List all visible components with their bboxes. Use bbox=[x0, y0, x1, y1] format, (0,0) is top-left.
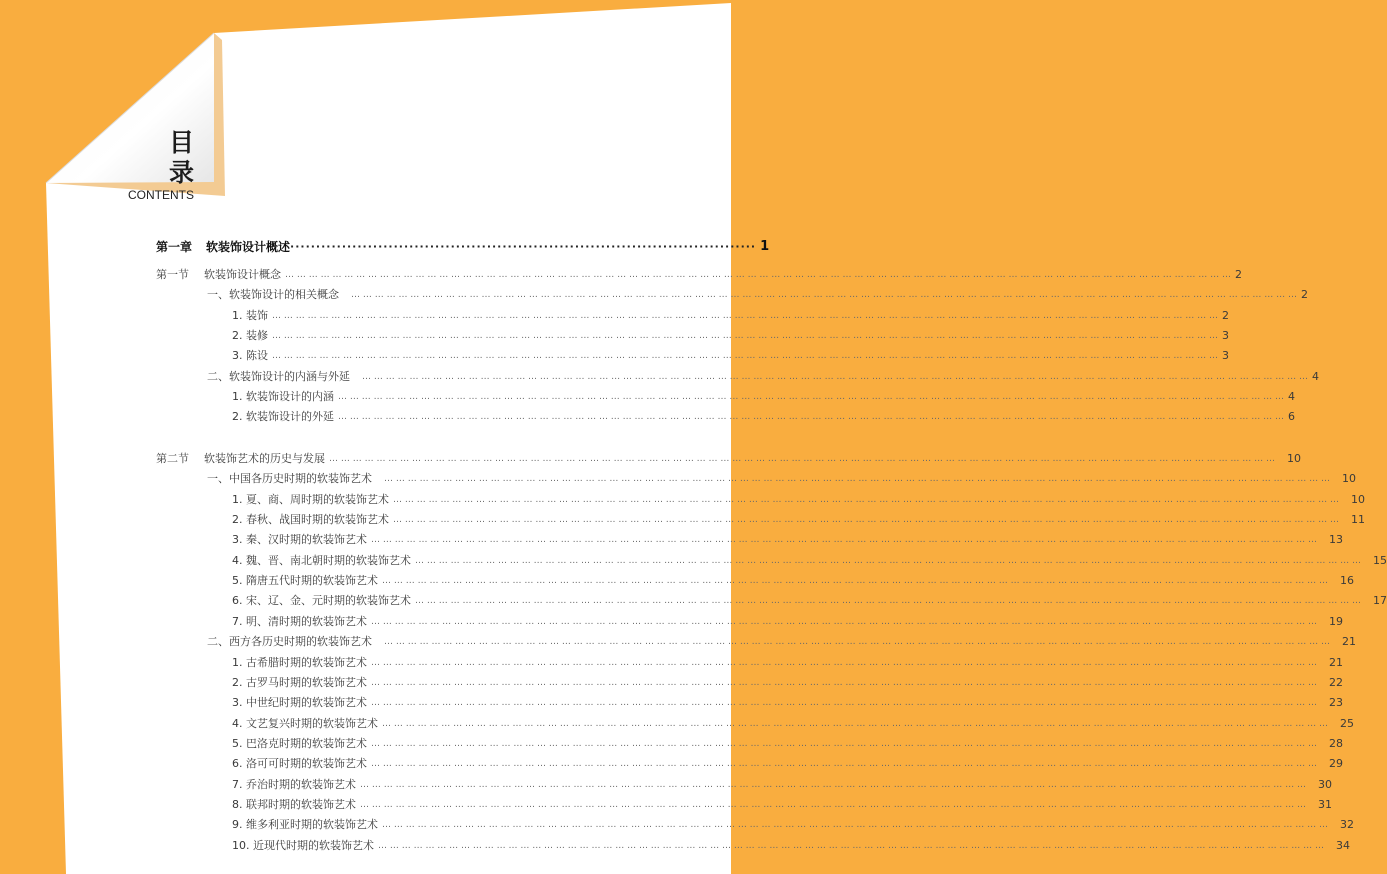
toc-entry[interactable] bbox=[232, 670, 1344, 690]
leader-dots: … … … … … … … … … … … … … … … … … … … … … … … … … … … … … … … … … … … … … … … … … … … … … … … … … … … … … … … … … … … … … … … … … … … … … … … … … … … … … … … … bbox=[393, 494, 1340, 505]
toc-entry-title: 5. 隋唐五代时期的软装饰艺术 bbox=[232, 574, 378, 588]
toc-entry-title: 二、软装饰设计的内涵与外延 bbox=[207, 369, 350, 383]
toc-entry-title: 1. 装饰 bbox=[232, 308, 268, 322]
leader-dots: … … … … … … … … … … … … … … … … … … … … … … … … … … … … … … … … … … … … … … … … … … … … … … … … … … … … … … … … … … … … … … … … … … … … … … … … … … … … … … … … bbox=[371, 535, 1318, 546]
chapter-label: 第一章 bbox=[156, 240, 193, 254]
toc-entry[interactable] bbox=[232, 792, 1333, 812]
leader-dots: ·························································································· bbox=[290, 240, 757, 253]
toc-entry-title: 8. 联邦时期的软装饰艺术 bbox=[232, 797, 356, 811]
toc-entry-page: 2 bbox=[1235, 268, 1243, 281]
toc-entry[interactable] bbox=[232, 527, 1344, 547]
toc-entry-title: 7. 乔治时期的软装饰艺术 bbox=[232, 777, 356, 791]
toc-entry[interactable] bbox=[232, 323, 1230, 343]
toc-entry[interactable] bbox=[204, 262, 1243, 282]
toc-entry-page: 29 bbox=[1329, 757, 1344, 771]
toc-entry-title: 2. 装修 bbox=[232, 329, 268, 343]
leader-dots: … … … … … … … … … … … … … … … … … … … … … … … … … … … … … … … … … … … … … … … … … … … … … … … … … … … … … … … … … … … … … … … … … … … … … … … … … … … … … … … … bbox=[382, 718, 1329, 729]
toc-entry[interactable] bbox=[232, 690, 1344, 710]
leader-dots: … … … … … … … … … … … … … … … … … … … … … … … … … … … … … … … … … … … … … … … … … … … … … … … … … … … … … … … … … … … … … … … … … … … … … … … … … … … … … … … … bbox=[384, 474, 1331, 485]
chapter-title: 软装饰设计概述 bbox=[206, 240, 291, 254]
leader-dots: … … … … … … … … … … … … … … … … … … … … … … … … … … … … … … … … … … … … … … … … … … … … … … … … … … … … … … … … … … … … … … … … … … … … … … … … … … … … … … … … bbox=[272, 351, 1219, 362]
toc-entry[interactable] bbox=[207, 364, 1320, 384]
leader-dots: … … … … … … … … … … … … … … … … … … … … … … … … … … … … … … … … … … … … … … … … … … … … … … … … … … … … … … … … … … … … … … … … … … … … … … … … … … … … … … … … bbox=[338, 392, 1285, 403]
toc-entry[interactable] bbox=[232, 650, 1344, 670]
toc-entry-page: 19 bbox=[1329, 614, 1344, 628]
toc-entry[interactable] bbox=[232, 343, 1230, 363]
leader-dots: … … … … … … … … … … … … … … … … … … … … … … … … … … … … … … … … … … … … … … … … … … … … … … … … … … … … … … … … … … … … … … … … … … … … … … … … … … … … … … … … bbox=[362, 371, 1309, 382]
toc-entry-page: 10 bbox=[1342, 472, 1357, 486]
toc-entry-page: 6 bbox=[1288, 410, 1296, 424]
toc-entry-title: 一、中国各历史时期的软装饰艺术 bbox=[207, 472, 372, 486]
toc-entry-page: 11 bbox=[1351, 513, 1366, 527]
toc-entry-page: 34 bbox=[1336, 838, 1351, 852]
toc-entry-title: 9. 维多利亚时期的软装饰艺术 bbox=[232, 818, 378, 832]
toc-entry-title: 4. 文艺复兴时期的软装饰艺术 bbox=[232, 716, 378, 730]
toc-entry-title: 2. 软装饰设计的外延 bbox=[232, 410, 334, 424]
toc-entry-page: 4 bbox=[1288, 390, 1296, 404]
toc-entry-title: 1. 夏、商、周时期的软装饰艺术 bbox=[232, 492, 389, 506]
toc-entry[interactable] bbox=[232, 731, 1344, 751]
toc-subtitle: CONTENTS bbox=[128, 188, 194, 202]
toc-chapter-row[interactable] bbox=[156, 234, 770, 254]
toc-entry-page: 2 bbox=[1222, 308, 1230, 322]
toc-entry-title: 软装饰设计概念 bbox=[204, 268, 281, 281]
toc-entry[interactable] bbox=[207, 466, 1357, 486]
leader-dots: … … … … … … … … … … … … … … … … … … … … … … … … … … … … … … … … … … … … … … … … … … … … … … … … … … … … … … … … … … … … … … … … … … … … … … … … … … … … … … … … bbox=[351, 290, 1298, 301]
toc-entry[interactable] bbox=[204, 446, 1302, 466]
toc-entry[interactable] bbox=[232, 303, 1230, 323]
leader-dots: … … … … … … … … … … … … … … … … … … … … … … … … … … … … … … … … … … … … … … … … … … … … … … … … … … … … … … … … … … … … … … … … … … … … … … … … … … … … … … … … bbox=[371, 738, 1318, 749]
toc-entry-title: 3. 陈设 bbox=[232, 349, 268, 363]
toc-entry-page: 4 bbox=[1312, 369, 1320, 383]
leader-dots: … … … … … … … … … … … … … … … … … … … … … … … … … … … … … … … … … … … … … … … … … … … … … … … … … … … … … … … … … … … … … … … … … … … … … … … … … … … … … … … … bbox=[378, 840, 1325, 851]
toc-entry-page: 25 bbox=[1340, 716, 1355, 730]
toc-entry-title: 3. 中世纪时期的软装饰艺术 bbox=[232, 696, 367, 710]
toc-entry-title: 2. 古罗马时期的软装饰艺术 bbox=[232, 675, 367, 689]
toc-entry-page: 32 bbox=[1340, 818, 1355, 832]
toc-entry-page: 23 bbox=[1329, 696, 1344, 710]
toc-entry-page: 3 bbox=[1222, 349, 1230, 363]
toc-entry-page: 10 bbox=[1287, 452, 1302, 465]
leader-dots: … … … … … … … … … … … … … … … … … … … … … … … … … … … … … … … … … … … … … … … … … … … … … … … … … … … … … … … … … … … … … … … … … … … … … … … … … … … … … … … … bbox=[360, 779, 1307, 790]
leader-dots: … … … … … … … … … … … … … … … … … … … … … … … … … … … … … … … … … … … … … … … … … … … … … … … … … … … … … … … … … … … … … … … … … … … … … … … … … … … … … … … … bbox=[272, 331, 1219, 342]
toc-entry-page: 31 bbox=[1318, 797, 1333, 811]
toc-entry-page: 30 bbox=[1318, 777, 1333, 791]
leader-dots: … … … … … … … … … … … … … … … … … … … … … … … … … … … … … … … … … … … … … … … … … … … … … … … … … … … … … … … … … … … … … … … … … … … … … … … … … … … … … … … … bbox=[393, 515, 1340, 526]
leader-dots: … … … … … … … … … … … … … … … … … … … … … … … … … … … … … … … … … … … … … … … … … … … … … … … … … … … … … … … … … … … … … … … … … … … … … … … … … … … … … … … … bbox=[382, 820, 1329, 831]
toc-entry-title: 软装饰艺术的历史与发展 bbox=[204, 452, 325, 465]
toc-entry-title: 10. 近现代时期的软装饰艺术 bbox=[232, 838, 374, 852]
toc-entry[interactable] bbox=[232, 812, 1355, 832]
toc-entry-page: 28 bbox=[1329, 736, 1344, 750]
toc-entry-title: 4. 魏、晋、南北朝时期的软装饰艺术 bbox=[232, 553, 411, 567]
toc-entry-page: 21 bbox=[1329, 655, 1344, 669]
toc-entry-title: 1. 古希腊时期的软装饰艺术 bbox=[232, 655, 367, 669]
toc-entry[interactable] bbox=[232, 507, 1366, 527]
toc-entry-page: 2 bbox=[1301, 288, 1309, 302]
toc-entry[interactable] bbox=[232, 711, 1355, 731]
toc-entry-title: 3. 秦、汉时期的软装饰艺术 bbox=[232, 533, 367, 547]
toc-entry-page: 3 bbox=[1222, 329, 1230, 343]
toc-entry[interactable] bbox=[232, 751, 1344, 771]
leader-dots: … … … … … … … … … … … … … … … … … … … … … … … … … … … … … … … … … … … … … … … … … … … … … … … … … … … … … … … … … … … … … … … … … … … … … … … … … … … … … … … … bbox=[272, 310, 1219, 321]
chapter-page: 1 bbox=[760, 239, 770, 254]
toc-entry-title: 二、西方各历史时期的软装饰艺术 bbox=[207, 635, 372, 649]
toc-entry[interactable] bbox=[207, 629, 1357, 649]
leader-dots: … … … … … … … … … … … … … … … … … … … … … … … … … … … … … … … … … … … … … … … … … … … … … … … … … … … … … … … … … … … … … … … … … … … … … … … … … … … … … … … … bbox=[285, 270, 1232, 280]
toc-entry-page: 17 bbox=[1373, 594, 1387, 608]
toc-entry-title: 6. 洛可可时期的软装饰艺术 bbox=[232, 757, 367, 771]
toc-entry-title: 1. 软装饰设计的内涵 bbox=[232, 390, 334, 404]
toc-entry-page: 21 bbox=[1342, 635, 1357, 649]
toc-entry-page: 22 bbox=[1329, 675, 1344, 689]
section-label: 第二节 bbox=[156, 452, 189, 465]
toc-entry[interactable] bbox=[232, 588, 1387, 608]
toc-entry[interactable] bbox=[232, 609, 1344, 629]
toc-entry-title: 5. 巴洛克时期的软装饰艺术 bbox=[232, 736, 367, 750]
toc-entry[interactable] bbox=[232, 487, 1366, 507]
toc-entry-title: 7. 明、清时期的软装饰艺术 bbox=[232, 614, 367, 628]
toc-title: 目 录 bbox=[168, 128, 208, 187]
toc-entry-page: 16 bbox=[1340, 574, 1355, 588]
toc-entry[interactable] bbox=[232, 384, 1296, 404]
toc-entry-page: 13 bbox=[1329, 533, 1344, 547]
toc-entry-title: 一、软装饰设计的相关概念 bbox=[207, 288, 339, 302]
toc-entry[interactable] bbox=[232, 548, 1387, 568]
leader-dots: … … … … … … … … … … … … … … … … … … … … … … … … … … … … … … … … … … … … … … … … … … … … … … … … … … … … … … … … … … … … … … … … … … … … … … … … … … … … … … … … bbox=[382, 576, 1329, 587]
leader-dots: … … … … … … … … … … … … … … … … … … … … … … … … … … … … … … … … … … … … … … … … … … … … … … … … … … … … … … … … … … … … … … … … … … … … … … … … … … … … … … … … bbox=[371, 657, 1318, 668]
leader-dots: … … … … … … … … … … … … … … … … … … … … … … … … … … … … … … … … … … … … … … … … … … … … … … … … … … … … … … … … … … … … … … … … … … … … … … … … … … … … … … … … bbox=[371, 698, 1318, 709]
toc-entry[interactable] bbox=[232, 404, 1296, 424]
toc-entry-page: 10 bbox=[1351, 492, 1366, 506]
leader-dots: … … … … … … … … … … … … … … … … … … … … … … … … … … … … … … … … … … … … … … … … … … … … … … … … … … … … … … … … … … … … … … … … … … … … … … … … … … … … … … … … bbox=[371, 759, 1318, 770]
leader-dots: … … … … … … … … … … … … … … … … … … … … … … … … … … … … … … … … … … … … … … … … … … … … … … … … … … … … … … … … … … … … … … … … … … … … … … … … … … … … … … … … bbox=[371, 677, 1318, 688]
leader-dots: … … … … … … … … … … … … … … … … … … … … … … … … … … … … … … … … … … … … … … … … … … … … … … … … … … … … … … … … … … … … … … … … … … … … … … … … … … … … … … … … bbox=[329, 454, 1276, 464]
leader-dots: … … … … … … … … … … … … … … … … … … … … … … … … … … … … … … … … … … … … … … … … … … … … … … … … … … … … … … … … … … … … … … … … … … … … … … … … … … … … … … … … bbox=[415, 555, 1362, 566]
toc-entry[interactable] bbox=[232, 772, 1333, 792]
leader-dots: … … … … … … … … … … … … … … … … … … … … … … … … … … … … … … … … … … … … … … … … … … … … … … … … … … … … … … … … … … … … … … … … … … … … … … … … … … … … … … … … bbox=[384, 637, 1331, 648]
toc-entry[interactable] bbox=[232, 833, 1351, 853]
section-label: 第一节 bbox=[156, 268, 189, 281]
toc-entry-title: 2. 春秋、战国时期的软装饰艺术 bbox=[232, 513, 389, 527]
leader-dots: … … … … … … … … … … … … … … … … … … … … … … … … … … … … … … … … … … … … … … … … … … … … … … … … … … … … … … … … … … … … … … … … … … … … … … … … … … … … … … … … bbox=[371, 616, 1318, 627]
toc-entry-title: 6. 宋、辽、金、元时期的软装饰艺术 bbox=[232, 594, 411, 608]
leader-dots: … … … … … … … … … … … … … … … … … … … … … … … … … … … … … … … … … … … … … … … … … … … … … … … … … … … … … … … … … … … … … … … … … … … … … … … … … … … … … … … … bbox=[360, 799, 1307, 810]
toc-entry-page: 15 bbox=[1373, 553, 1387, 567]
toc-entry[interactable] bbox=[232, 568, 1355, 588]
leader-dots: … … … … … … … … … … … … … … … … … … … … … … … … … … … … … … … … … … … … … … … … … … … … … … … … … … … … … … … … … … … … … … … … … … … … … … … … … … … … … … … … bbox=[415, 596, 1362, 607]
leader-dots: … … … … … … … … … … … … … … … … … … … … … … … … … … … … … … … … … … … … … … … … … … … … … … … … … … … … … … … … … … … … … … … … … … … … … … … … … … … … … … … … bbox=[338, 412, 1285, 423]
toc-entry[interactable] bbox=[207, 282, 1309, 302]
